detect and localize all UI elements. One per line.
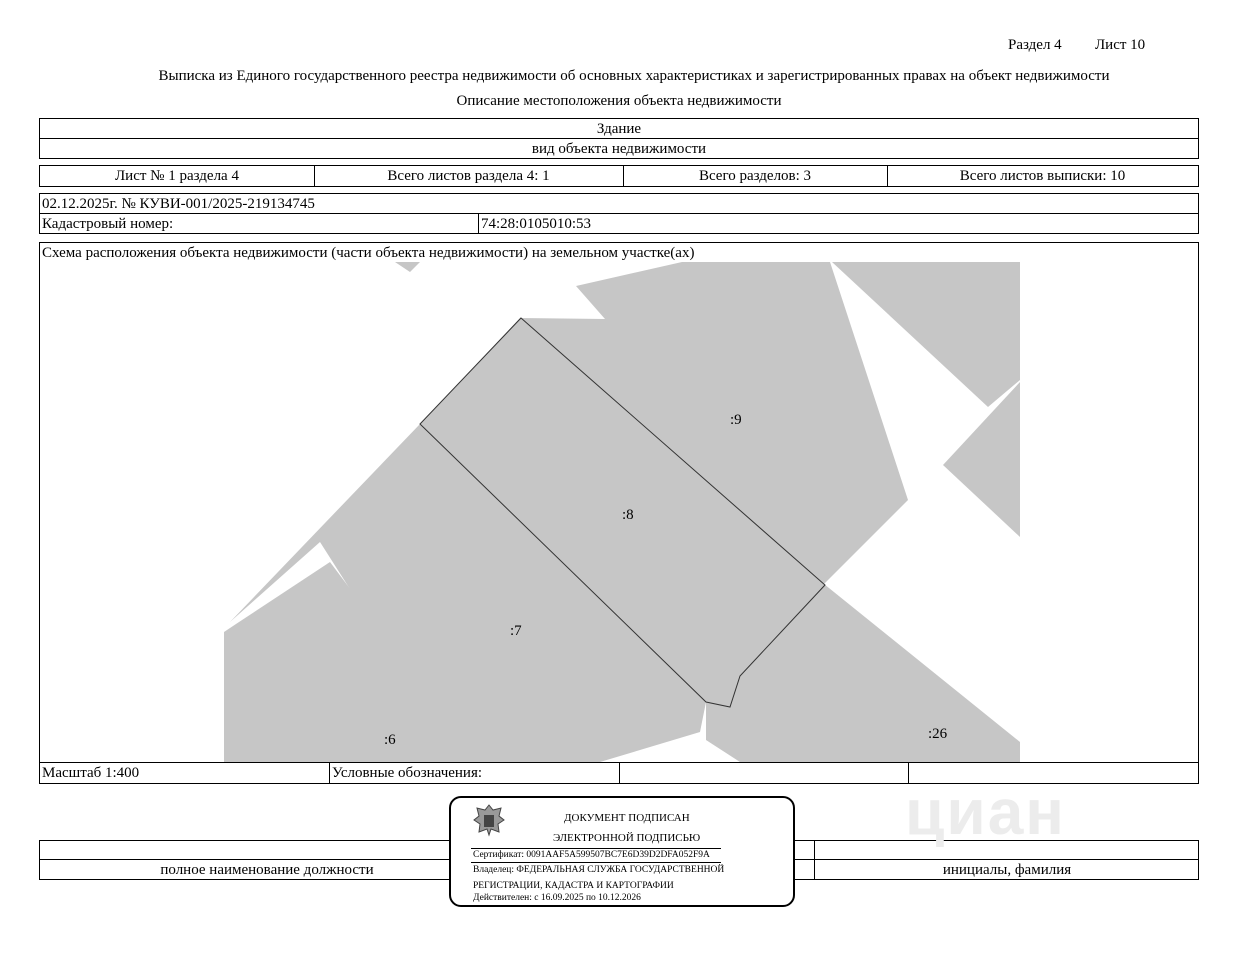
divider [471, 862, 721, 863]
stamp-line1: ДОКУМЕНТ ПОДПИСАН [564, 812, 690, 824]
doc-ref-box [39, 193, 1199, 234]
cadastral-label: Кадастровый номер: [42, 216, 174, 232]
total-sections: Всего разделов: 3 [698, 168, 812, 184]
divider [478, 213, 479, 233]
parcel-map [40, 262, 1198, 762]
divider [619, 762, 620, 783]
object-type-caption: вид объекта недвижимости [531, 141, 707, 157]
page-title: Выписка из Единого государственного реестра недвижимости об основных характеристиках и зарегистрированных правах на объект недвижимости [158, 68, 1110, 84]
scheme-title: Схема расположения объекта недвижимости (части объекта недвижимости) на земельном участке(ах) [42, 245, 695, 261]
stamp-validity: Действителен: с 16.09.2025 по 10.12.2026 [473, 893, 641, 903]
sheet-number: Лист 10 [1095, 37, 1146, 53]
stamp-owner-2: РЕГИСТРАЦИИ, КАДАСТРА И КАРТОГРАФИИ [473, 881, 674, 891]
stamp-line2: ЭЛЕКТРОННОЙ ПОДПИСЬЮ [553, 832, 701, 844]
scheme-map [40, 262, 1198, 762]
parcel-label-26: :26 [928, 726, 948, 742]
divider [329, 762, 330, 783]
section-number: Раздел 4 [1008, 37, 1062, 53]
page-subtitle: Описание местоположения объекта недвижимости [456, 93, 782, 109]
divider [40, 213, 1198, 214]
parcel-label-6: :6 [384, 732, 396, 748]
position-caption: полное наименование должности [160, 862, 374, 878]
emblem-icon [471, 802, 507, 838]
parcel-label-8: :8 [622, 507, 634, 523]
object-type-value: Здание [596, 121, 642, 137]
divider [40, 138, 1198, 139]
stamp-owner-1: Владелец: ФЕДЕРАЛЬНАЯ СЛУЖБА ГОСУДАРСТВЕННОЙ [473, 865, 725, 875]
sheet-of-section: Лист № 1 раздела 4 [115, 168, 239, 184]
stamp-certificate: Сертификат: 0091AAF5A599507BC7E6D39D2DFA052F9A [473, 850, 710, 860]
parcel-right [943, 382, 1020, 537]
sheet-info-row [39, 165, 1199, 187]
watermark-logo: циан [905, 776, 1066, 848]
parcel-label-7: :7 [510, 623, 522, 639]
doc-reference: 02.12.2025г. № КУВИ-001/2025-219134745 [42, 196, 315, 212]
parcel-top-left [395, 262, 420, 272]
total-sheets-section: Всего листов раздела 4: 1 [387, 168, 550, 184]
parcel-label-9: :9 [730, 412, 742, 428]
object-type-box [39, 118, 1199, 159]
name-caption: инициалы, фамилия [942, 862, 1072, 878]
divider [471, 848, 721, 849]
cadastral-number: 74:28:0105010:53 [481, 216, 592, 232]
total-sheets-extract: Всего листов выписки: 10 [959, 168, 1126, 184]
scale-label: Масштаб 1:400 [42, 765, 140, 781]
legend-label: Условные обозначения: [332, 765, 483, 781]
e-signature-stamp [449, 796, 795, 907]
